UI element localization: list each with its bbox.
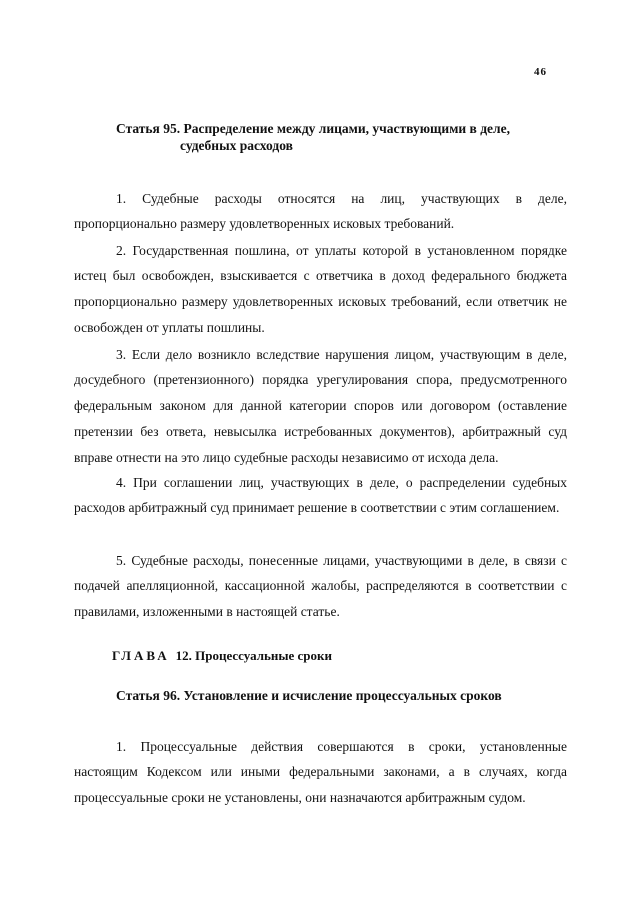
chapter-title: 12. Процессуальные сроки <box>175 648 333 663</box>
article-95-paragraph-4: 4. При соглашении лиц, участвующих в деле, о распределении судебных расходов арбитражный суд принимает решение в соответствии с этим соглашением. <box>74 474 567 516</box>
article-96-title: Статья 96. Установление и исчисление процессуальных сроков <box>116 688 502 703</box>
article-95-paragraph-5: 5. Судебные расходы, понесенные лицами, участвующими в деле, в связи с подачей апелляционной, кассационной жалобы, распределяются в соответствии с правилами, изложенными в настоящей статье. <box>74 552 567 620</box>
article-96-paragraph-1: 1. Процессуальные действия совершаются в сроки, установленные настоящим Кодексом или иными федеральными законами, а в случаях, когда процессуальные сроки не установлены, они назначаются арбитражным судом. <box>74 738 567 806</box>
article-95-paragraph-1: 1. Судебные расходы относятся на лиц, участвующих в деле, пропорционально размеру удовлетворенных исковых требований. <box>74 190 567 232</box>
article-95-paragraph-2: 2. Государственная пошлина, от уплаты которой в установленном порядке истец был освобожден, взыскивается с ответчика в доход федерального бюджета пропорционально размеру удовлетворенных исковых требований, если ответчик не освобожден от уплаты пошлины. <box>74 242 567 335</box>
chapter-label: ГЛАВА <box>112 648 170 663</box>
article-95-title-line2: судебных расходов <box>180 138 293 153</box>
article-95-paragraph-3: 3. Если дело возникло вследствие нарушения лицом, участвующим в деле, досудебного (претензионного) порядка урегулирования спора, предусмотренного федеральным законом для данной категории споров или договором (оставление претензии без ответа, невысылка истребованных документов), арбитражный суд вправе отнести на это лицо судебные расходы независимо от исхода дела. <box>74 346 567 465</box>
article-95-title <box>116 120 510 154</box>
page-number: 46 <box>534 66 547 78</box>
article-95-title-line1: Статья 95. Распределение между лицами, участвующими в деле, <box>116 121 510 136</box>
chapter-12-heading <box>112 648 332 664</box>
